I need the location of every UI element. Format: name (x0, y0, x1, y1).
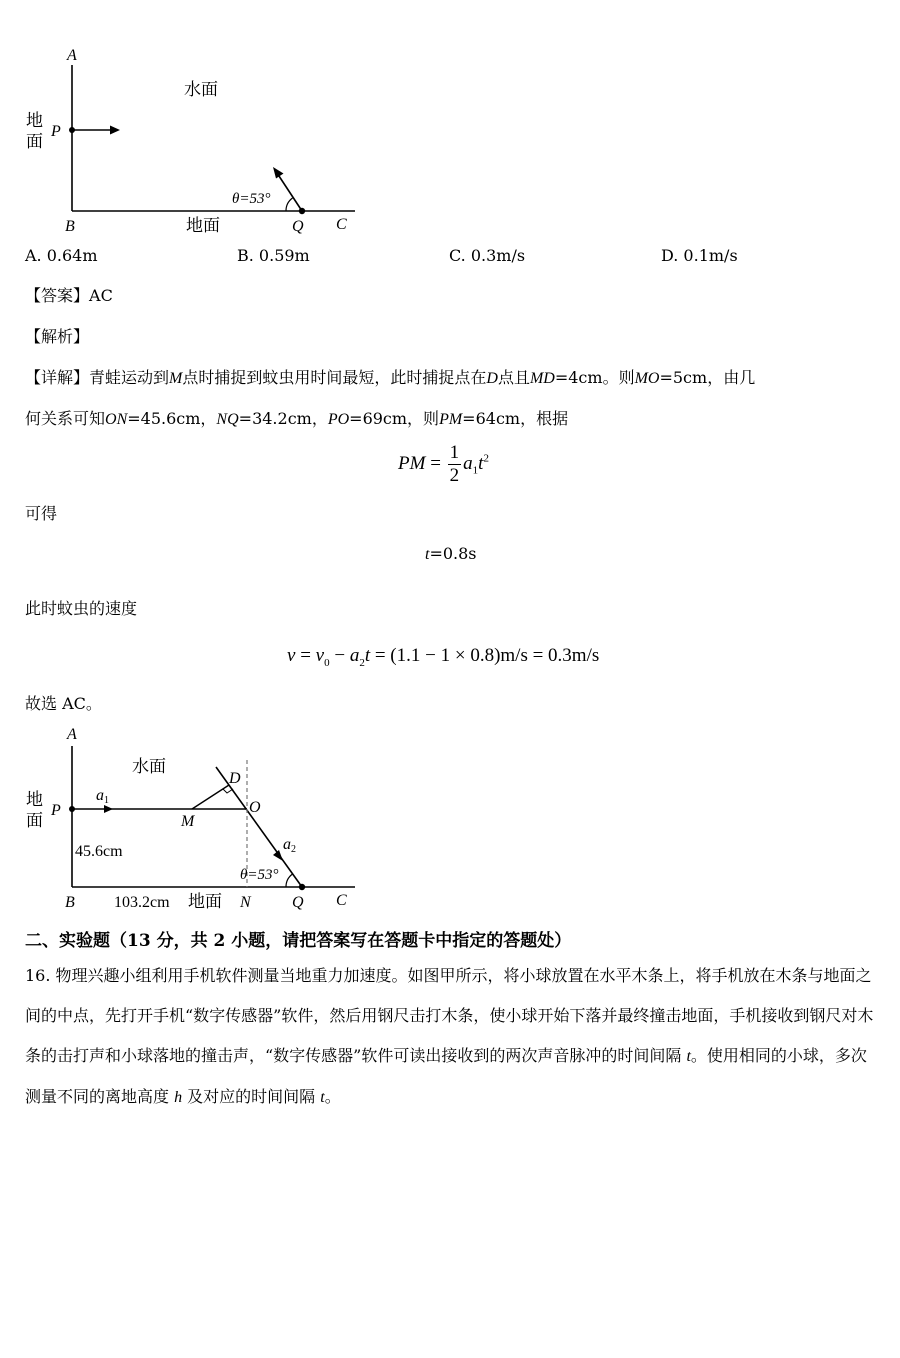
a2-arrow-head (273, 850, 283, 861)
ground-left-label-1: 地面 (26, 111, 43, 152)
label-b-2: B (65, 894, 75, 911)
angle-arc (286, 198, 293, 211)
label-a2: a2 (283, 836, 296, 855)
label-p: P (51, 123, 61, 140)
speed-text: 此时蚊虫的速度 (25, 599, 138, 618)
ke-de: 可得 (25, 504, 58, 523)
answer-label: 【答案】 (25, 286, 90, 305)
option-d[interactable]: D. 0.1m/s (661, 246, 738, 265)
label-b: B (65, 218, 75, 235)
arrow-q (277, 173, 302, 211)
arrow-q-head (273, 167, 284, 179)
label-d: D (229, 770, 241, 787)
t-result: t=0.8s (425, 544, 477, 563)
ground-bottom-label-2: 地面 (188, 892, 222, 911)
point-p (69, 127, 75, 133)
question-16: 16. 物理兴趣小组利用手机软件测量当地重力加速度。如图甲所示，将小球放置在水平木条上，将手机放在木条与地面之间的中点，先打开手机“数字传感器”软件，然后用钢尺击打木条，使小球开始下落并最终撞击地面，手机接收到钢尺对木条的击打声和小球落地的撞击声，“数字传感器”软件可读出接收到的两次声音脉冲的时间间隔 t。使用相同的小球，多次测量不同的离地高度 h 及对应的时间间隔 t。 (25, 966, 874, 1106)
ground-left-label-2: 地面 (26, 790, 43, 831)
label-p-2: P (51, 802, 61, 819)
answer-line (25, 288, 113, 304)
figure-1 (20, 40, 370, 240)
label-q-2: Q (292, 894, 304, 911)
detail-label: 【详解】 (25, 368, 90, 387)
option-c[interactable]: C. 0.3m/s (449, 246, 526, 265)
point-p-2 (69, 806, 75, 812)
option-b[interactable]: B. 0.59m (237, 246, 310, 265)
theta-label: θ=53° (232, 191, 271, 207)
detail-line-1: 【详解】青蛙运动到M点时捕捉到蚊虫用时间最短，此时捕捉点在D点且MD=4cm。则MO=5cm，由几 (25, 368, 756, 387)
theta-label-2: θ=53° (240, 867, 279, 883)
height-label: 45.6cm (75, 843, 123, 860)
water-label: 水面 (184, 80, 218, 99)
label-q: Q (292, 218, 304, 235)
water-label-2: 水面 (132, 757, 166, 776)
label-c-2: C (336, 892, 347, 909)
label-a1: a1 (96, 787, 109, 806)
arrow-p-head (110, 126, 120, 135)
conclusion: 故选 AC。 (25, 694, 102, 713)
label-a: A (67, 47, 77, 64)
formula-pm: PM = $\frac{1}{2}$ $a_1t^2$ (398, 442, 489, 486)
right-angle-mark (223, 789, 233, 793)
label-m: M (181, 813, 195, 830)
a1-arrow-head (104, 805, 113, 813)
section-heading: 二、实验题（13 分，共 2 小题，请把答案写在答题卡中指定的答题处） (25, 931, 572, 951)
detail-line-2: 何关系可知ON=45.6cm，NQ=34.2cm，PO=69cm，则PM=64cm，根据 (25, 409, 569, 428)
label-o: O (249, 799, 261, 816)
label-n: N (240, 894, 251, 911)
label-c: C (336, 216, 347, 233)
option-a[interactable]: A. 0.64m (25, 246, 98, 265)
label-a-2: A (67, 726, 77, 743)
point-q-2 (299, 884, 305, 890)
path-md (192, 785, 229, 809)
question-number: 16. (25, 966, 51, 985)
analysis-label: 【解析】 (25, 327, 90, 346)
ground-bottom-label: 地面 (186, 216, 220, 235)
base-label: 103.2cm (114, 894, 170, 911)
fraction: $\frac{1}{2}$ (449, 442, 460, 486)
formula-v: $v = v_0 - a_2t = (1.1 - 1 \times 0.8)m/s = 0.3m/s$ (287, 645, 600, 669)
answer-value: AC (89, 286, 113, 305)
figure-2 (20, 720, 370, 915)
angle-arc-2 (286, 874, 293, 887)
